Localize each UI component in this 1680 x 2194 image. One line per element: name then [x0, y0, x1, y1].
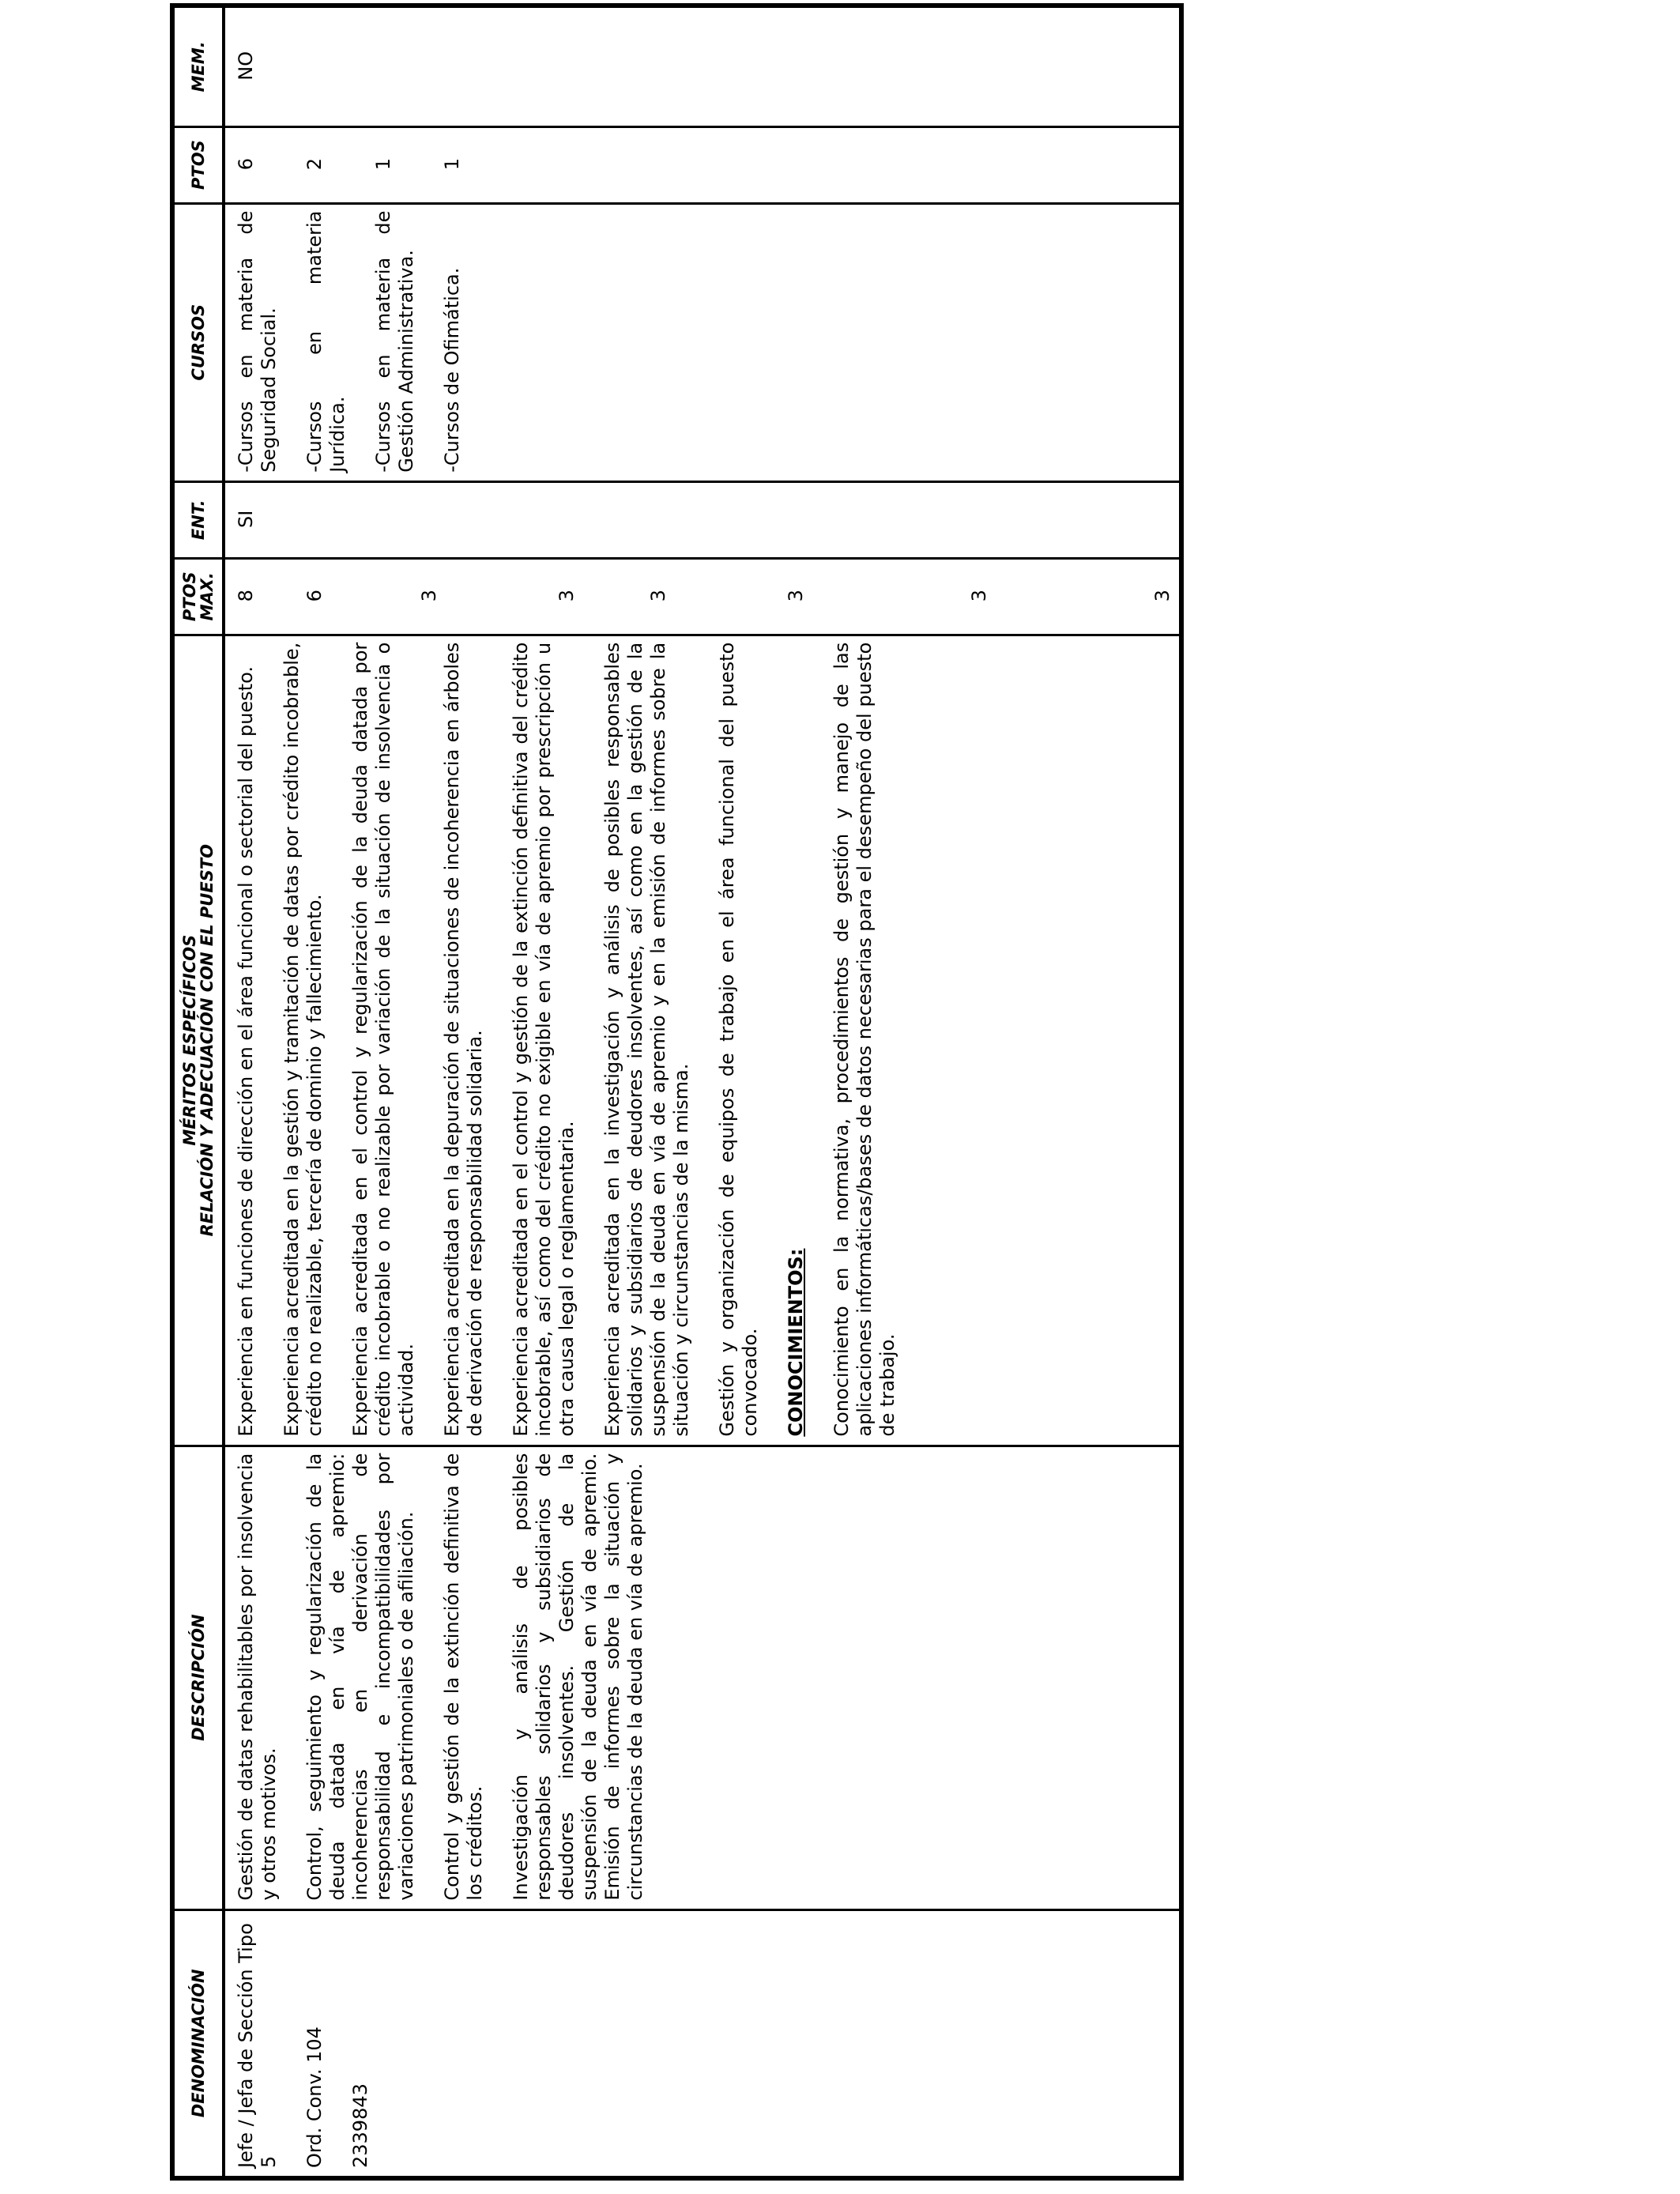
ptos-max-value: 3 [418, 590, 440, 602]
job-title: Jefe / Jefa de Sección Tipo 5 [235, 1923, 280, 2168]
memoria-value: NO [235, 51, 257, 81]
header-row [172, 6, 224, 2178]
ptos-max-value: 3 [785, 590, 807, 602]
header-meritos-line2: RELACIÓN Y ADECUACIÓN CON EL PUESTO [198, 843, 217, 1237]
header-meritos-line1: MÉRITOS ESPECÍFICOS [180, 934, 199, 1146]
job-posting-table [170, 3, 1184, 2181]
ptos-max-value: 8 [235, 590, 257, 602]
curso-ptos: 6 [235, 158, 257, 171]
header-ptos: PTOS [172, 126, 224, 203]
header-ent: ENT. [172, 481, 224, 558]
merito-item: Experiencia acreditada en la gestión y tramitación de datas por crédito incobrable, crédito no realizable, tercería de dominio y fallecimiento. [281, 642, 326, 1437]
ptos-cell [224, 126, 1181, 203]
ptos-max-value: 3 [968, 590, 990, 602]
mem-cell [224, 6, 1181, 126]
ptos-max-value: 3 [556, 590, 578, 602]
header-descripcion: DESCRIPCIÓN [172, 1446, 224, 1909]
ptos-max-value: 3 [1151, 590, 1173, 602]
cursos-cell [224, 203, 1181, 481]
curso-item: -Cursos de Ofimática. [441, 267, 463, 473]
descripcion-item: Control, seguimiento y regularización de la deuda datada en vía de apremio: incoherencias en derivación de responsabilidad e incompatibilidades por variaciones patrimoniales o de afiliación. [303, 1453, 417, 1901]
descripcion-item: Control y gestión de la extinción definitiva de los créditos. [441, 1453, 486, 1901]
header-cursos: CURSOS [172, 203, 224, 481]
curso-ptos: 2 [303, 158, 326, 171]
conocimientos-text: Conocimiento en la normativa, procedimientos de gestión y manejo de las aplicaciones informáticas/bases de datos necesarias para el desempeño del puesto de trabajo. [831, 642, 898, 1437]
entrevista-value: SI [235, 510, 257, 528]
curso-item: -Cursos en materia de Gestión Administrativa. [372, 210, 417, 473]
ptos-max-value: 3 [647, 590, 669, 602]
header-denominacion: DENOMINACIÓN [172, 1909, 224, 2178]
ptos-max-cell [224, 558, 1181, 635]
job-row [224, 6, 1181, 2178]
header-mem: MEM. [172, 6, 224, 126]
merito-item: Gestión y organización de equipos de trabajo en el área funcional del puesto convocado. [716, 642, 761, 1437]
job-code: 2339843 [349, 2083, 371, 2168]
curso-item: -Cursos en materia de Seguridad Social. [235, 210, 280, 473]
merito-item: Experiencia acreditada en la depuración de situaciones de incoherencia en árboles de derivación de responsabilidad solidaria. [441, 642, 486, 1437]
descripcion-item: Investigación y análisis de posibles responsables solidarios y subsidiarios de deudores insolventes. Gestión de la suspensión de la deuda en vía de apremio. Emisión de informes sobre la situación y circunstancias de la deuda en vía de apremio. [510, 1453, 646, 1901]
descripcion-item: Gestión de datas rehabilitables por insolvencia y otros motivos. [235, 1453, 280, 1901]
header-ptos-max-line1: PTOS [180, 571, 199, 622]
merito-item: Experiencia acreditada en la investigación y análisis de posibles responsables solidarios y subsidiarios de deudores insolventes, así como en la gestión de la suspensión de la deuda en vía de apremio y en la emisión de informes sobre la situación y circunstancias de la misma. [601, 642, 692, 1437]
curso-ptos: 1 [441, 158, 463, 171]
merito-item: Experiencia en funciones de dirección en el área funcional o sectorial del puesto. [235, 666, 257, 1437]
denominacion-cell [224, 1909, 1181, 2178]
meritos-cell [224, 635, 1181, 1446]
curso-item: -Cursos en materia Jurídica. [303, 210, 348, 473]
header-ptos-max-line2: MAX. [198, 572, 217, 621]
header-ptos-max [172, 558, 224, 635]
curso-ptos: 1 [372, 158, 394, 171]
conocimientos-heading: CONOCIMIENTOS: [785, 1248, 807, 1437]
ptos-max-value: 6 [303, 590, 326, 602]
job-convenio: Ord. Conv. 104 [303, 2026, 326, 2168]
ent-cell [224, 481, 1181, 558]
descripcion-cell [224, 1446, 1181, 1909]
merito-item: Experiencia acreditada en el control y regularización de la deuda datada por crédito incobrable o no realizable por variación de la situación de insolvencia o actividad. [349, 642, 417, 1437]
merito-item: Experiencia acreditada en el control y gestión de la extinción definitiva del crédito incobrable, así como del crédito no exigible en vía de apremio por prescripción u otra causa legal o reglamentaria. [510, 642, 578, 1437]
header-meritos [172, 635, 224, 1446]
